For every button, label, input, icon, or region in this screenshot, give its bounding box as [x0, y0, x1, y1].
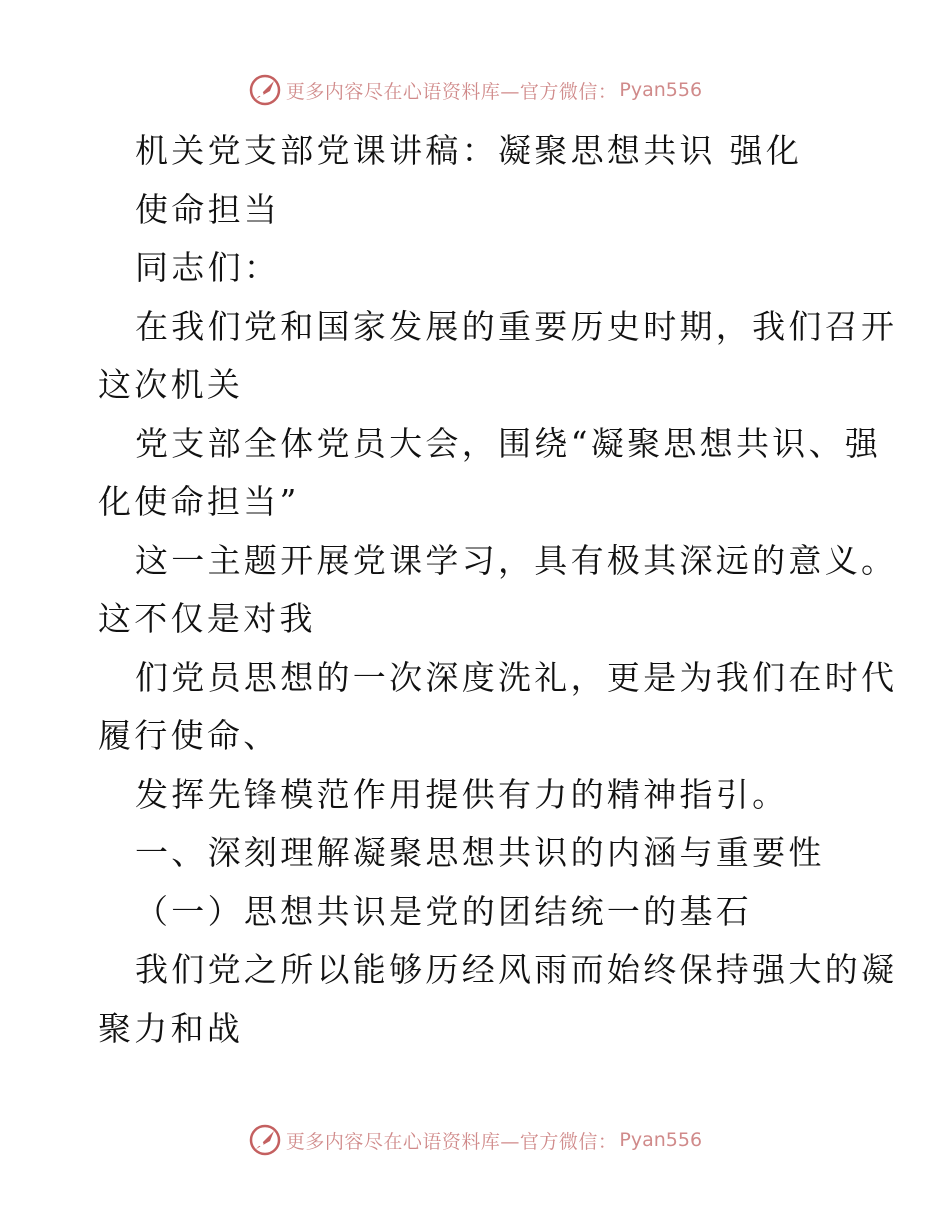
text-line: 党支部全体党员大会，围绕“凝聚思想共识、强	[135, 423, 882, 463]
text-line: 这次机关	[98, 365, 244, 404]
quill-logo-icon	[248, 1123, 282, 1157]
text-line: 同志们：	[135, 248, 281, 287]
footer-watermark	[0, 1120, 950, 1160]
watermark-text: 更多内容尽在心语资料库—官方微信：	[285, 1130, 618, 1153]
text-line: （一）思想共识是党的团结统一的基石	[135, 891, 753, 931]
text-line: 机关党支部党课讲稿：凝聚思想共识 强化	[135, 131, 803, 170]
text-line: 我们党之所以能够历经风雨而始终保持强大的凝	[135, 950, 898, 989]
quill-logo-icon	[248, 73, 282, 107]
watermark-wechat-id: Pyan556	[619, 1129, 703, 1151]
watermark-text: 更多内容尽在心语资料库—官方微信：	[285, 80, 618, 103]
text-line: 这一主题开展党课学习，具有极其深远的意义。	[135, 540, 898, 580]
text-line: 使命担当	[135, 189, 281, 229]
text-line: 一、深刻理解凝聚思想共识的内涵与重要性	[135, 833, 825, 872]
text-line: 化使命担当”	[98, 482, 300, 521]
text-line: 发挥先锋模范作用提供有力的精神指引。	[135, 774, 789, 814]
text-line: 这不仅是对我	[98, 599, 316, 638]
watermark-wechat-id: Pyan556	[619, 79, 703, 101]
text-line: 们党员思想的一次深度洗礼，更是为我们在时代	[135, 657, 898, 697]
text-line: 在我们党和国家发展的重要历史时期，我们召开	[135, 306, 898, 346]
header-watermark	[0, 70, 950, 110]
document-body	[98, 122, 898, 1058]
text-line: 履行使命、	[98, 716, 280, 755]
text-line: 聚力和战	[98, 1008, 244, 1048]
